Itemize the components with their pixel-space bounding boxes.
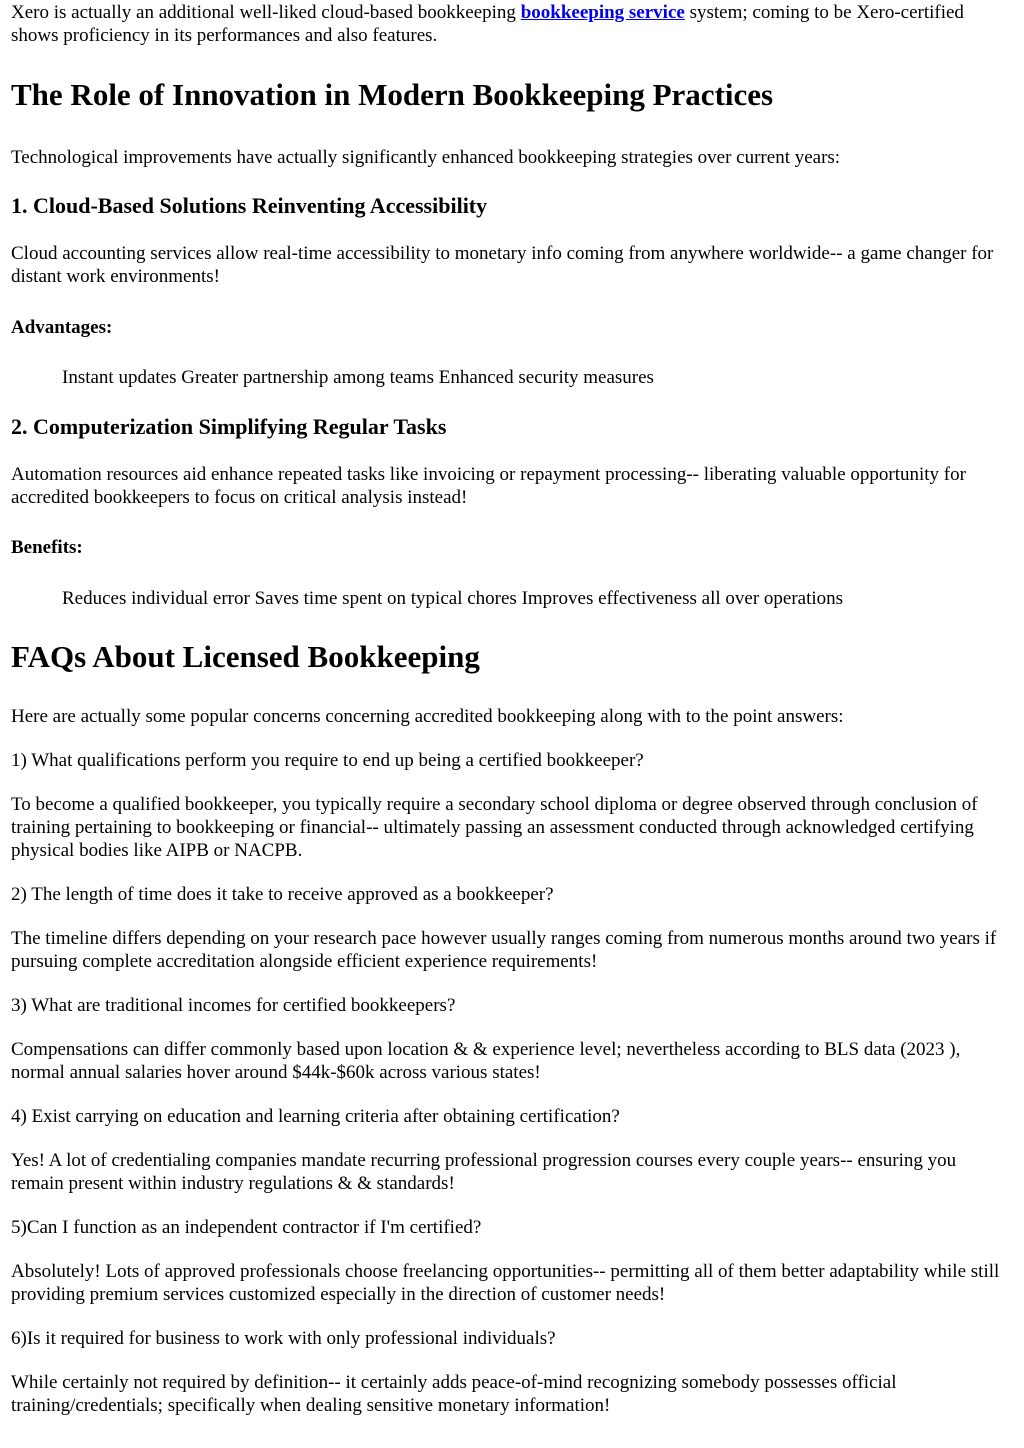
- bookkeeping-service-link[interactable]: bookkeeping service: [520, 2, 685, 23]
- cloud-solutions-body: Cloud accounting services allow real-time accessibility to monetary info coming from anywhere worldwide-- a game changer for distant work environments!: [11, 243, 994, 287]
- faq-question-6: 6)Is it required for business to work with only professional individuals?: [11, 1328, 556, 1349]
- faq-question-1: 1) What qualifications perform you require to end up being a certified bookkeeper?: [11, 750, 644, 771]
- benefits-list: Reduces individual error Saves time spent on typical chores Improves effectiveness all over operations: [62, 588, 844, 609]
- faq-answer-1: To become a qualified bookkeeper, you typically require a secondary school diploma or degree observed through conclusion of training pertaining to bookkeeping or financial-- ultimately passing an assessment conducted through acknowledged certifying physical bodies like AIPB or NACPB.: [11, 794, 978, 861]
- automation-body: Automation resources aid enhance repeated tasks like invoicing or repayment processing-- liberating valuable opportunity for accredited bookkeepers to focus on critical analysis instead!: [11, 464, 966, 508]
- benefits-label: Benefits:: [11, 537, 83, 558]
- faq-answer-2: The timeline differs depending on your research pace however usually ranges coming from numerous months around two years if pursuing complete accreditation alongside efficient experience requirements!: [11, 928, 997, 972]
- faq-question-5: 5)Can I function as an independent contractor if I'm certified?: [11, 1217, 482, 1238]
- faq-answer-3: Compensations can differ commonly based upon location & & experience level; nevertheless according to BLS data (2023 ), normal annual salaries hover around $44k-$60k across various states!: [11, 1039, 961, 1083]
- faq-answer-6: While certainly not required by definition-- it certainly adds peace-of-mind recognizing somebody possesses official training/credentials; specifically when dealing sensitive monetary information!: [11, 1372, 897, 1416]
- faq-answer-4: Yes! A lot of credentialing companies mandate recurring professional progression courses every couple years-- ensuring you remain present within industry regulations & & standards!: [11, 1150, 957, 1194]
- faq-heading: FAQs About Licensed Bookkeeping: [11, 639, 480, 674]
- faq-question-2: 2) The length of time does it take to receive approved as a bookkeeper?: [11, 884, 554, 905]
- faq-question-4: 4) Exist carrying on education and learning criteria after obtaining certification?: [11, 1106, 620, 1127]
- faq-question-3: 3) What are traditional incomes for certified bookkeepers?: [11, 995, 456, 1016]
- faq-answer-5: Absolutely! Lots of approved professionals choose freelancing opportunities-- permitting all of them better adaptability while still providing premium services customized especially in the direction of customer needs!: [11, 1261, 1000, 1305]
- automation-heading: 2. Computerization Simplifying Regular Tasks: [11, 414, 447, 439]
- faq-intro: Here are actually some popular concerns concerning accredited bookkeeping along with to the point answers:: [11, 706, 844, 727]
- intro-text-before-link: Xero is actually an additional well-liked cloud-based bookkeeping: [11, 2, 521, 23]
- intro-text-after-link: system; coming to be Xero-certified shows proficiency in its performances and also features.: [11, 2, 964, 46]
- innovation-heading: The Role of Innovation in Modern Bookkeeping Practices: [11, 77, 774, 112]
- cloud-solutions-heading: 1. Cloud-Based Solutions Reinventing Accessibility: [11, 193, 488, 218]
- advantages-list: Instant updates Greater partnership among teams Enhanced security measures: [62, 367, 654, 388]
- innovation-intro: Technological improvements have actually significantly enhanced bookkeeping strategies over current years:: [11, 147, 841, 168]
- advantages-label: Advantages:: [11, 317, 113, 338]
- intro-paragraph: [11, 0, 1013, 47]
